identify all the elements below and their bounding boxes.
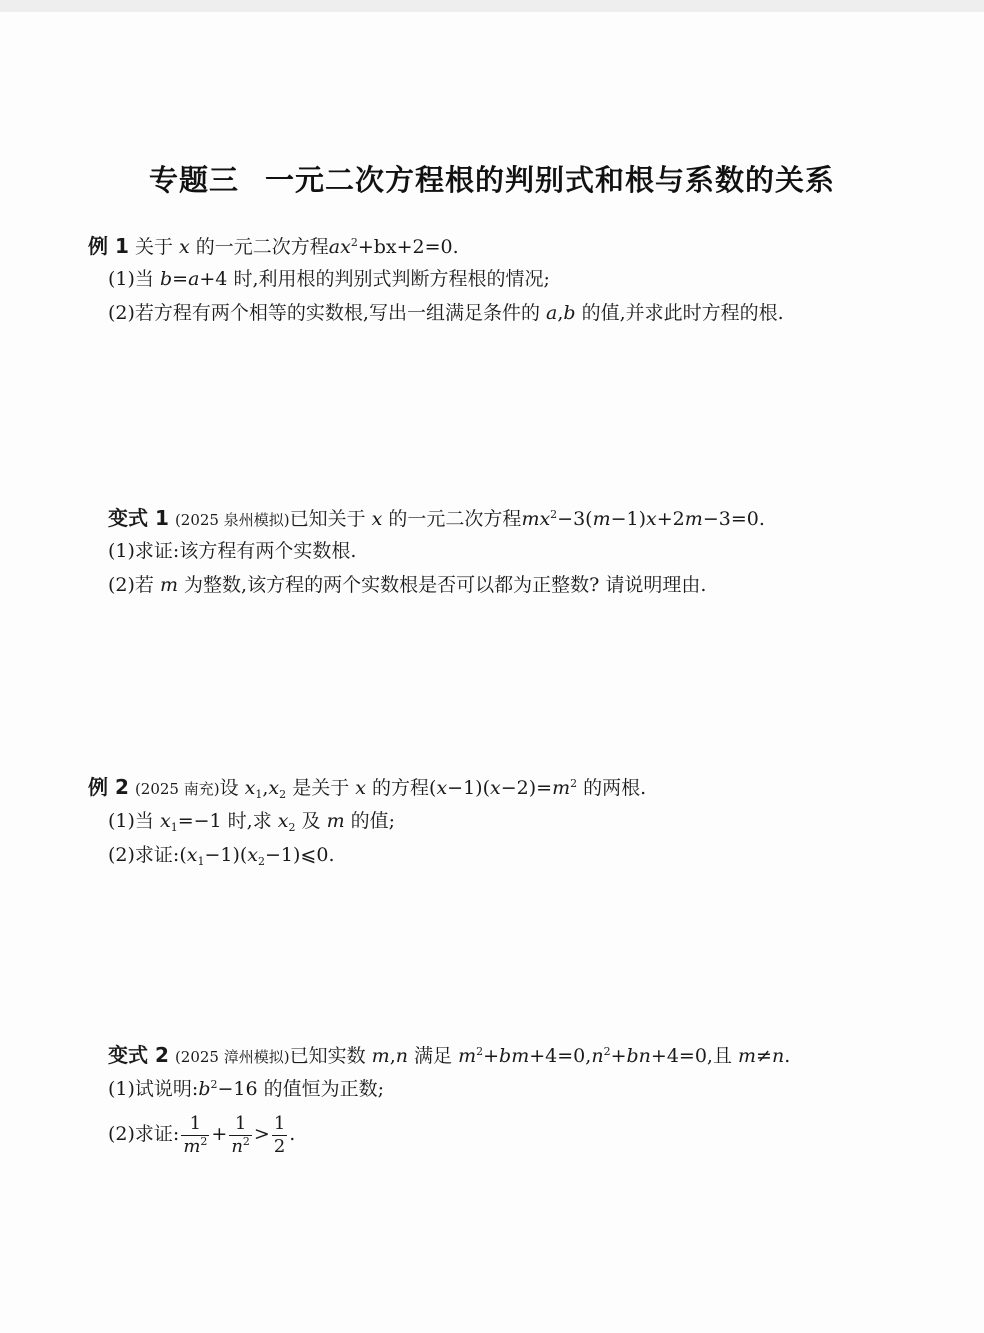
variant-2-source: (2025 漳州模拟) bbox=[174, 1048, 290, 1066]
fraction-1-over-n-squared: $\frac{1}{n^2}$ bbox=[231, 1112, 250, 1157]
example-1-part-2: (2)若方程有两个相等的实数根,写出一组满足条件的 a,b 的值,并求此时方程的根. bbox=[108, 302, 784, 324]
example-2-part-2: (2)求证$:(x_1-1)(x_2-1)⩽0$. bbox=[108, 844, 335, 868]
variant-1-source: (2025 泉州模拟) bbox=[174, 511, 290, 529]
fraction-1-over-m-squared: $\frac{1}{m^2}$ bbox=[183, 1112, 208, 1157]
variant-1-statement: 变式 1 (2025 泉州模拟)已知关于 x 的一元二次方程$mx^2-3(m-1)x+2m-3=0$. bbox=[108, 506, 765, 530]
fraction-1-over-2: $\frac{1}{2}$ bbox=[273, 1112, 286, 1157]
example-1-statement: 例 1 关于 x 的一元二次方程$ax^2+bx+2=0$. bbox=[88, 234, 459, 258]
example-1-part-1: (1)当 b=a+4 时,利用根的判别式判断方程根的情况; bbox=[108, 268, 550, 290]
example-2-source: (2025 南充) bbox=[134, 780, 220, 798]
variant-1-label: 变式 1 bbox=[108, 506, 169, 530]
example-1-label: 例 1 bbox=[88, 234, 129, 258]
variant-2-statement: 变式 2 (2025 漳州模拟)已知实数 m,n 满足 $m^2+bm+4=0,n^2+bn+4=0$,且 m≠n. bbox=[108, 1043, 791, 1067]
variant-2-part-1: (1)试说明$:b^2-16$ 的值恒为正数; bbox=[108, 1078, 385, 1100]
title-topic: 专题三 bbox=[148, 163, 239, 197]
variant-1-part-1: (1)求证:该方程有两个实数根. bbox=[108, 540, 357, 562]
top-band bbox=[0, 0, 984, 12]
example-2-statement: 例 2 (2025 南充)设 $x_1,x_2$ 是关于 x 的方程$(x-1)(x-2)=m^2$ 的两根. bbox=[88, 775, 647, 801]
example-2-part-1: (1)当 $x_1=-1$ 时,求 $x_2$ 及 m 的值; bbox=[108, 810, 396, 834]
variant-2-part-2: (2)求证: $\frac{1}{m^2}$ + $\frac{1}{n^2}$ > $\frac{1}{2}$ . bbox=[108, 1112, 296, 1157]
title-subject: 一元二次方程根的判别式和根与系数的关系 bbox=[265, 163, 836, 197]
page-title bbox=[0, 158, 984, 199]
variant-2-label: 变式 2 bbox=[108, 1043, 169, 1067]
variant-1-part-2: (2)若 m 为整数,该方程的两个实数根是否可以都为正整数? 请说明理由. bbox=[108, 574, 707, 596]
example-2-label: 例 2 bbox=[88, 775, 129, 799]
